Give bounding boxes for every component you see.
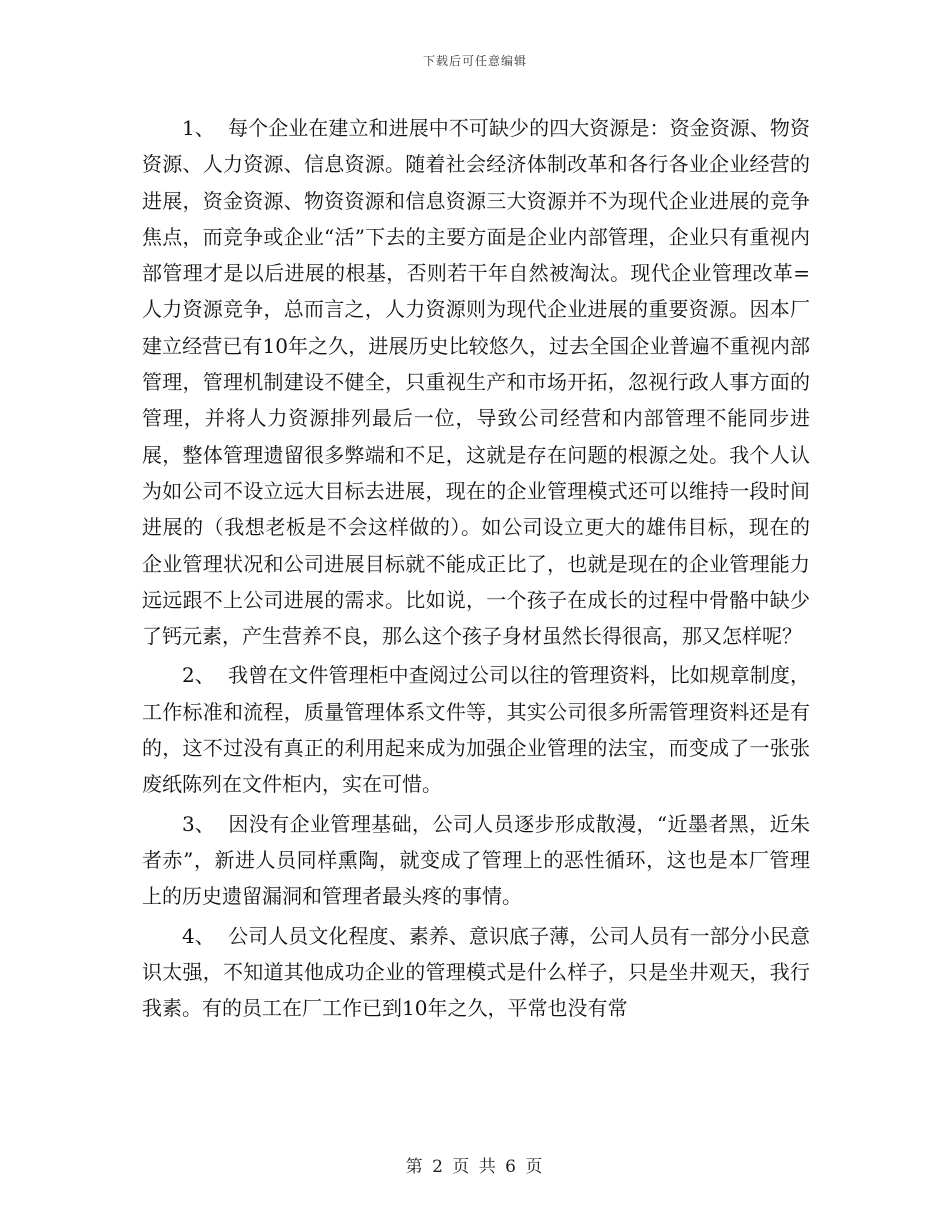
paragraph-number: 4、 (182, 923, 215, 948)
page-header: 下载后可任意编辑 (422, 54, 527, 68)
paragraph-2 (142, 657, 810, 802)
paragraph-1 (142, 110, 810, 654)
paragraph-text: 公司人员文化程度、素养、意识底子薄，公司人员有一部分小民意识太强，不知道其他成功企业的管理模式是什么样子，只是坐井观天，我行我素。有的员工在厂工作已到10年之久，平常也没有常 (142, 923, 810, 1021)
document-body (142, 110, 810, 1026)
paragraph-text: 每个企业在建立和进展中不可缺少的四大资源是：资金资源、物资资源、人力资源、信息资源。随着社会经济体制改革和各行各业企业经营的进展，资金资源、物资资源和信息资源三大资源并不为现代企业进展的竞争焦点，而竞争或企业“活”下去的主要方面是企业内部管理，企业只有重视内部管理才是以后进展的根基，否则若干年自然被淘汰。现代企业管理改革=人力资源竞争，总而言之，人力资源则为现代企业进展的重要资源。因本厂建立经营已有10年之久，进展历史比较悠久，过去全国企业普遍不重视内部管理，管理机制建设不健全，只重视生产和市场开拓，忽视行政人事方面的管理，并将人力资源排列最后一位，导致公司经营和内部管理不能同步进展，整体管理遗留很多弊端和不足，这就是存在问题的根源之处。我个人认为如公司不设立远大目标去进展，现在的企业管理模式还可以维持一段时间进展的（我想老板是不会这样做的）。如公司设立更大的雄伟目标，现在的企业管理状况和公司进展目标就不能成正比了，也就是现在的企业管理能力远远跟不上公司进展的需求。比如说，一个孩子在成长的过程中骨骼中缺少了钙元素，产生营养不良，那么这个孩子身材虽然长得很高，那又怎样呢？ (142, 116, 810, 649)
paragraph-text: 我曾在文件管理柜中查阅过公司以往的管理资料，比如规章制度，工作标准和流程，质量管理体系文件等，其实公司很多所需管理资料还是有的，这不过没有真正的利用起来成为加强企业管理的法宝，而变成了一张张废纸陈列在文件柜内，实在可惜。 (142, 663, 810, 797)
paragraph-number: 1、 (182, 116, 215, 140)
paragraph-3 (142, 806, 810, 915)
paragraph-text: 因没有企业管理基础，公司人员逐步形成散漫，“近墨者黑，近朱者赤”，新进人员同样熏陶，就变成了管理上的恶性循环，这也是本厂管理上的历史遗留漏洞和管理者最头疼的事情。 (142, 811, 810, 909)
paragraph-number: 3、 (182, 811, 215, 836)
paragraph-number: 2、 (182, 663, 215, 688)
paragraph-4 (142, 918, 810, 1027)
page-footer: 第 2 页 共 6 页 (405, 1157, 545, 1177)
